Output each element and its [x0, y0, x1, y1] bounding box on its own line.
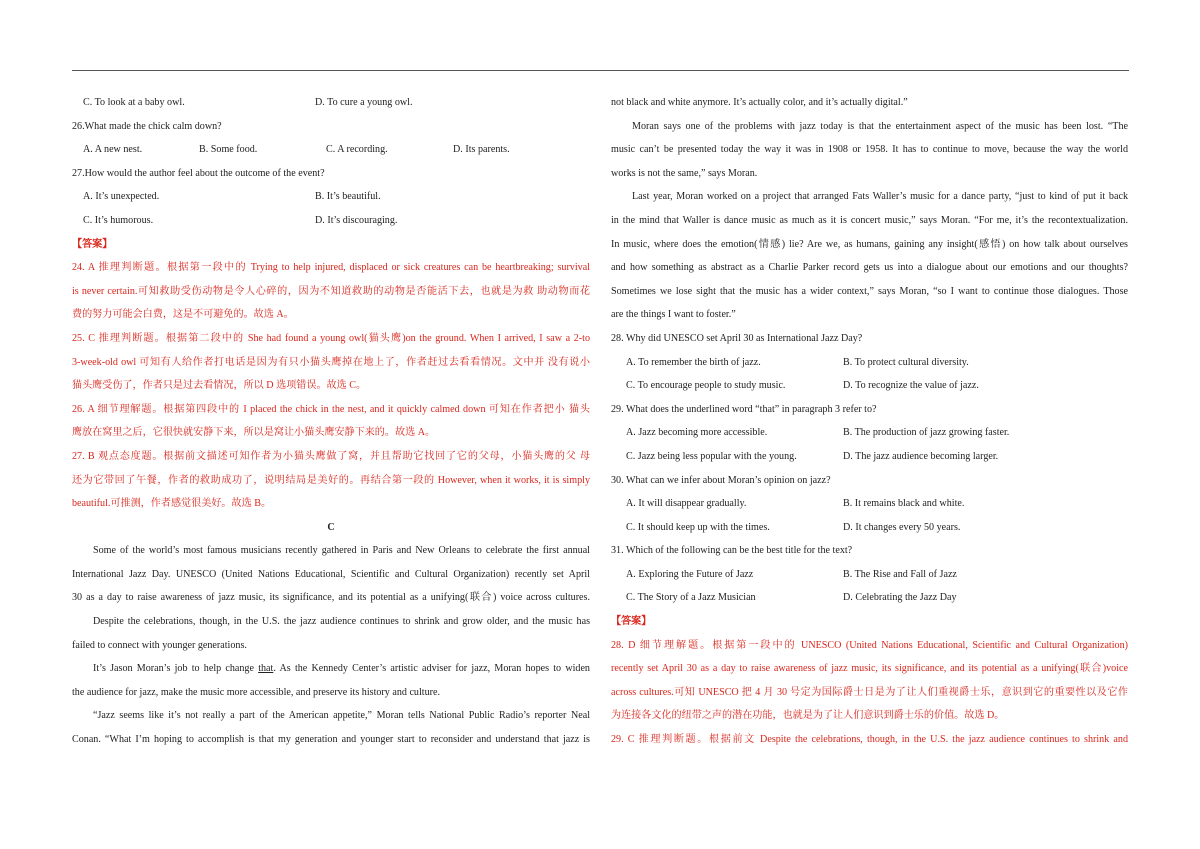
answer-line: 28. D 细节理解题。根据第一段中的 UNESCO (United Nations Educational, Scientific and Cultural Organization) — [611, 639, 1128, 651]
passage-line: not black and white anymore. It’s actually color, and it’s actually digital.” — [611, 97, 908, 108]
q25-option-c: C. To look at a baby owl. — [83, 97, 185, 108]
q31-options-cd — [611, 586, 1128, 610]
answer-line: 24. A 推理判断题。根据第一段中的 Trying to help injured, displaced or sick creatures can be heartbreaking; survival — [72, 262, 590, 274]
q31-option-c: C. The Story of a Jazz Musician — [626, 592, 756, 604]
q27-options-cd — [72, 209, 590, 233]
right-column — [611, 91, 1128, 752]
answer-line: beautiful.可推测，作者感觉很美好。故选 B。 — [72, 498, 272, 510]
answer-line: 为连接各文化的纽带之声的潜在功能，也就是为了让人们意识到爵士乐的价值。故选 D。 — [611, 710, 1005, 722]
underlined-word-that: that — [258, 663, 274, 675]
q29-option-c: C. Jazz being less popular with the young. — [626, 450, 797, 462]
passage-line: works is not the same,” says Moran. — [611, 167, 758, 179]
q26-option-d: D. Its parents. — [453, 144, 510, 156]
q26-option-b: B. Some food. — [199, 144, 258, 156]
q29-option-b: B. The production of jazz growing faster. — [843, 427, 1010, 439]
passage-text: . As the Kennedy Center’s artistic adviser for jazz, Moran hopes to widen — [273, 663, 590, 675]
passage-line: Conan. “What I’m hoping to accomplish is that my generation and younger start to reconsider and understand that jazz is — [72, 734, 590, 746]
q30-options-ab — [611, 492, 1128, 516]
answer-line: 费的努力可能会白费，这是不可避免的。故选 A。 — [72, 309, 294, 321]
q27-option-c: C. It’s humorous. — [83, 214, 154, 226]
q26-stem: 26.What made the chick calm down? — [72, 120, 222, 132]
answer-line: recently set April 30 as a day to raise awareness of jazz music, its significance, and its potential as a unifying(联合)voice — [611, 663, 1128, 675]
q30-option-a: A. It will disappear gradually. — [626, 498, 747, 510]
q28-options-ab — [611, 351, 1128, 375]
passage-line: Sometimes we lose sight that the music has a wider context,” says Moran, “so I want to continue those dialogues. Those — [611, 285, 1128, 297]
passage-line — [72, 657, 590, 681]
answer-line: 27. B 观点态度题。根据前文描述可知作者为小猫头鹰做了窝，并且帮助它找回了它的父母，小猫头鹰的父 母 — [72, 450, 590, 462]
answer-line: 3-week-old owl 可知有人给作者打电话是因为有只小猫头鹰掉在地上了，作者赶过去看看情况。文中并 没有说小 — [72, 356, 590, 368]
q28-stem: 28. Why did UNESCO set April 30 as International Jazz Day? — [611, 332, 863, 344]
passage-text: It’s Jason Moran’s job to help change — [93, 663, 254, 675]
q30-option-b: B. It remains black and white. — [843, 498, 965, 510]
passage-line: the audience for jazz, make the music more accessible, and preserve its history and culture. — [72, 686, 440, 698]
q30-option-c: C. It should keep up with the times. — [626, 521, 770, 533]
answer-line: 29. C 推理判断题。根据前文 Despite the celebrations, though, in the U.S. the jazz audience continues to shrink and — [611, 734, 1128, 746]
passage-line: 30 as a day to raise awareness of jazz music, its significance, and its potential as a unifying(联合) voice across cultures. — [72, 592, 590, 604]
q28-option-b: B. To protect cultural diversity. — [843, 356, 969, 368]
passage-line: are the things I want to foster.” — [611, 309, 736, 321]
q25-options — [72, 91, 590, 115]
q30-stem: 30. What can we infer about Moran’s opinion on jazz? — [611, 474, 831, 486]
answer-line: 25. C 推理判断题。根据第二段中的 She had found a young owl(猫头鹰)on the ground. When I arrived, I saw a 2-to — [72, 332, 590, 344]
answer-line: is never certain.可知救助受伤动物是令人心碎的，因为不知道救助的动物是否能活下去，也就是为救 助动物而花 — [72, 285, 590, 297]
q29-stem: 29. What does the underlined word “that” in paragraph 3 refer to? — [611, 403, 877, 415]
passage-line: Some of the world’s most famous musicians recently gathered in Paris and New Orleans to celebrate the first annual — [93, 545, 590, 557]
passage-line: failed to connect with younger generations. — [72, 639, 247, 651]
q28-option-c: C. To encourage people to study music. — [626, 380, 786, 392]
q29-options-cd — [611, 445, 1128, 469]
q30-option-d: D. It changes every 50 years. — [843, 521, 961, 533]
q27-stem: 27.How would the author feel about the outcome of the event? — [72, 167, 325, 179]
q31-options-ab — [611, 563, 1128, 587]
q28-option-d: D. To recognize the value of jazz. — [843, 380, 979, 392]
q25-option-d: D. To cure a young owl. — [315, 97, 413, 108]
q26-options — [72, 138, 590, 162]
q31-option-a: A. Exploring the Future of Jazz — [626, 568, 754, 580]
q29-options-ab — [611, 421, 1128, 445]
passage-line: Moran says one of the problems with jazz today is that the entertainment aspect of the music has been lost. “The — [632, 120, 1128, 132]
answer-line: 26. A 细节理解题。根据第四段中的 I placed the chick in the nest, and it quickly calmed down 可知在作者把小 猫头 — [72, 403, 590, 415]
q31-stem: 31. Which of the following can be the best title for the text? — [611, 545, 853, 557]
passage-line: Last year, Moran worked on a project that arranged Fats Waller’s music for a dance party, “just to kind of put it back — [632, 191, 1128, 203]
q27-option-a: A. It’s unexpected. — [83, 191, 160, 203]
answer-heading: 【答案】 — [611, 616, 652, 628]
passage-line: in the mind that Waller is dance music as much as it is concert music,” says Moran. “For me, it’s the recontextualization. — [611, 214, 1128, 226]
answer-line: 鹰放在窝里之后，它很快就安静下来，所以是窝让小猫头鹰安静下来的。故选 A。 — [72, 427, 436, 439]
q28-option-a: A. To remember the birth of jazz. — [626, 356, 761, 368]
answer-line: across cultures.可知 UNESCO 把 4 月 30 号定为国际爵士日是为了让人们重视爵士乐，意识到它的重要性以及它作 — [611, 686, 1128, 698]
q29-option-a: A. Jazz becoming more accessible. — [626, 427, 768, 439]
answer-line: 猫头鹰受伤了，作者只是过去看情况，所以 D 选项错误。故选 C。 — [72, 380, 367, 392]
answer-heading: 【答案】 — [72, 238, 113, 250]
q28-options-cd — [611, 374, 1128, 398]
q26-option-c: C. A recording. — [326, 144, 388, 156]
passage-line: International Jazz Day. UNESCO (United Nations Educational, Scientific and Cultural Organization) recently set April — [72, 568, 590, 580]
q26-option-a: A. A new nest. — [83, 144, 143, 156]
section-title: C — [327, 521, 335, 533]
q27-options-ab — [72, 185, 590, 209]
left-column — [72, 91, 590, 752]
q27-option-d: D. It’s discouraging. — [315, 214, 398, 226]
header-rule — [72, 70, 1129, 71]
answer-line: 还为它带回了午餐，作者的救助成功了，说明结局是美好的。再结合第一段的 However, when it works, it is simply — [72, 474, 590, 486]
q31-option-d: D. Celebrating the Jazz Day — [843, 592, 957, 604]
q31-option-b: B. The Rise and Fall of Jazz — [843, 568, 957, 580]
q30-options-cd — [611, 516, 1128, 540]
q29-option-d: D. The jazz audience becoming larger. — [843, 450, 999, 462]
q27-option-b: B. It’s beautiful. — [315, 191, 381, 203]
passage-line: In music, where does the emotion(情感) lie? Are we, as humans, gaining any insight(感悟) on how talk about ourselves — [611, 238, 1128, 250]
passage-line: and how something as abstract as a Charlie Parker record gets us into a dialogue about our emotions and our thoughts? — [611, 262, 1128, 274]
passage-line: “Jazz seems like it’s not really a part of the American appetite,” Moran tells National Public Radio’s reporter Neal — [93, 710, 590, 722]
passage-line: Despite the celebrations, though, in the U.S. the jazz audience continues to shrink and grow older, and the music has — [93, 616, 590, 628]
passage-line: music can’t be presented today the way it was in 1908 or 1958. It has to continue to move, because the way the world — [611, 144, 1128, 156]
